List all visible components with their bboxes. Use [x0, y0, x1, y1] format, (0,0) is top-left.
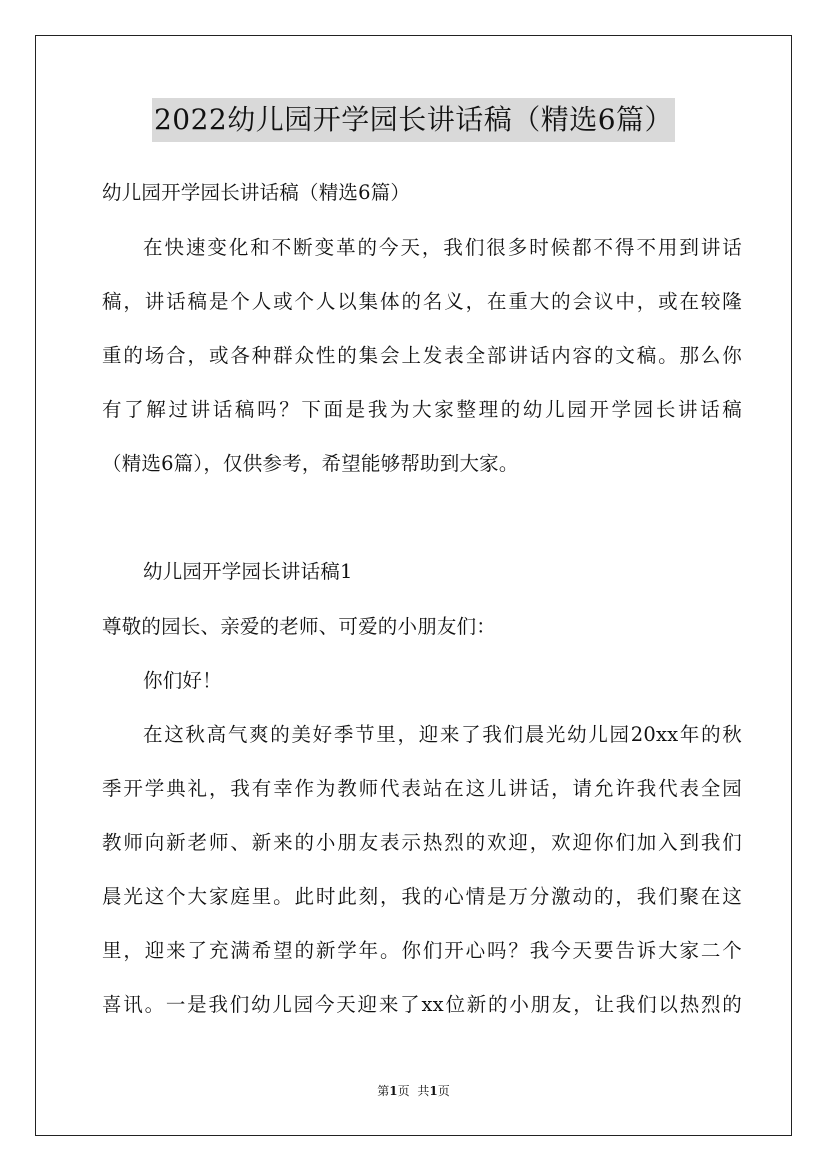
footer-page-suffix: 页 — [397, 1084, 410, 1098]
footer-total-suffix: 页 — [437, 1084, 450, 1098]
body-line: 喜讯。一是我们幼儿园今天迎来了xx位新的小朋友，让我们以热烈的 — [102, 993, 742, 1016]
section-heading: 幼儿园开学园长讲话稿1 — [143, 560, 353, 583]
greeting: 你们好！ — [143, 669, 222, 692]
body-line: 在这秋高气爽的美好季节里，迎来了我们晨光幼儿园20xx年的秋 — [143, 723, 742, 746]
footer-page-number: 1 — [389, 1084, 398, 1098]
body-line: 教师向新老师、新来的小朋友表示热烈的欢迎，欢迎你们加入到我们 — [102, 831, 742, 854]
footer-total-prefix: 共 — [417, 1084, 430, 1098]
body-line: 里，迎来了充满希望的新学年。你们开心吗？我今天要告诉大家二个 — [102, 939, 742, 962]
salutation: 尊敬的园长、亲爱的老师、可爱的小朋友们： — [102, 615, 497, 638]
intro-line: 有了解过讲话稿吗？下面是我为大家整理的幼儿园开学园长讲话稿 — [102, 398, 742, 421]
footer-total-pages: 1 — [429, 1084, 438, 1098]
body-line: 晨光这个大家庭里。此时此刻，我的心情是万分激动的，我们聚在这 — [102, 885, 742, 908]
intro-line: 在快速变化和不断变革的今天，我们很多时候都不得不用到讲话 — [143, 236, 742, 259]
footer-prefix: 第 — [377, 1084, 390, 1098]
title-container — [0, 98, 827, 142]
intro-line: 稿，讲话稿是个人或个人以集体的名义，在重大的会议中，或在较隆 — [102, 290, 742, 313]
page-footer — [0, 1083, 827, 1099]
document-title: 2022幼儿园开学园长讲话稿（精选6篇） — [152, 98, 675, 142]
document-subtitle: 幼儿园开学园长讲话稿（精选6篇） — [102, 181, 411, 204]
body-line: 季开学典礼，我有幸作为教师代表站在这儿讲话，请允许我代表全园 — [102, 777, 742, 800]
intro-line: 重的场合，或各种群众性的集会上发表全部讲话内容的文稿。那么你 — [102, 344, 742, 367]
intro-line: （精选6篇），仅供参考，希望能够帮助到大家。 — [102, 452, 519, 475]
